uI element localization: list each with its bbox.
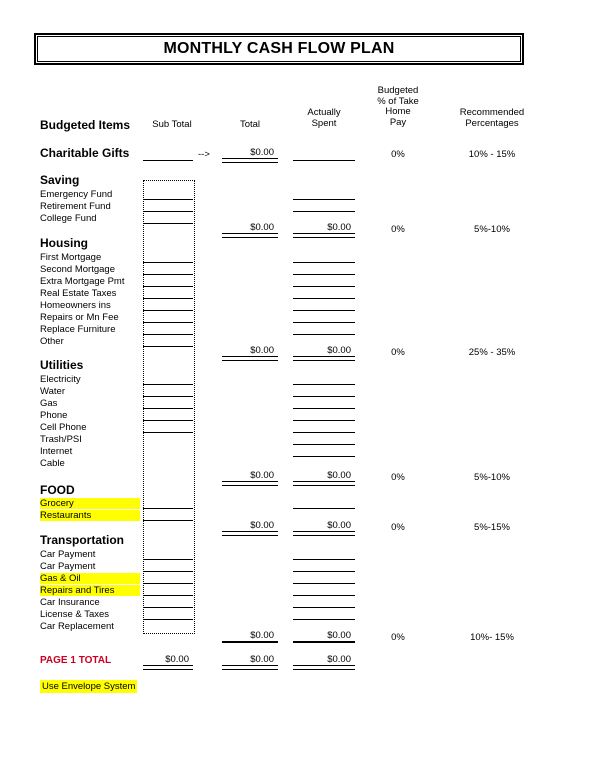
utilities-budget-pct: 0% bbox=[391, 472, 405, 483]
food-recommended-pct: 5%-15% bbox=[474, 522, 510, 533]
sub-total-row-input[interactable] bbox=[143, 199, 193, 200]
item-label-repairs-and-tires: Repairs and Tires bbox=[40, 585, 140, 596]
item-label-cable: Cable bbox=[40, 458, 65, 469]
item-label-extra-mortgage-pmt: Extra Mortgage Pmt bbox=[40, 276, 125, 287]
actually-spent-line-2: Spent bbox=[311, 117, 337, 129]
actually-spent-row-input[interactable] bbox=[293, 559, 355, 560]
sub-total-row-input[interactable] bbox=[143, 274, 193, 275]
housing-total-value: $0.00 bbox=[222, 345, 278, 357]
transportation-budget-pct: 0% bbox=[391, 632, 405, 643]
sub-total-row-input[interactable] bbox=[143, 595, 193, 596]
recommended-line-2: Percentages bbox=[465, 117, 519, 129]
sub-total-row-input[interactable] bbox=[143, 298, 193, 299]
sub-total-row-input[interactable] bbox=[143, 310, 193, 311]
item-label-gas-and-oil: Gas & Oil bbox=[40, 573, 140, 584]
utilities-actually-spent-value: $0.00 bbox=[293, 470, 355, 482]
double-rule bbox=[293, 485, 355, 486]
actually-spent-row-input[interactable] bbox=[293, 211, 355, 212]
page-total-label: PAGE 1 TOTAL bbox=[40, 655, 112, 666]
actually-spent-row-input[interactable] bbox=[293, 286, 355, 287]
section-heading-utilities: Utilities bbox=[40, 358, 84, 372]
actually-spent-row-input[interactable] bbox=[293, 508, 355, 509]
charitable-actually-spent-input[interactable] bbox=[293, 160, 355, 161]
charitable-total-value: $0.00 bbox=[222, 147, 278, 159]
actually-spent-row-input[interactable] bbox=[293, 322, 355, 323]
item-label-repairs-or-mn-fee: Repairs or Mn Fee bbox=[40, 312, 119, 323]
double-rule bbox=[293, 360, 355, 361]
page-total-actually-spent-value: $0.00 bbox=[293, 654, 355, 666]
item-label-car-payment-1: Car Payment bbox=[40, 549, 96, 560]
sub-total-row-input[interactable] bbox=[143, 559, 193, 560]
food-total-value: $0.00 bbox=[222, 520, 278, 532]
section-heading-transportation: Transportation bbox=[40, 533, 125, 547]
sub-total-row-input[interactable] bbox=[143, 520, 193, 521]
actually-spent-row-input[interactable] bbox=[293, 298, 355, 299]
saving-recommended-pct: 5%-10% bbox=[474, 224, 510, 235]
sub-total-row-input[interactable] bbox=[143, 334, 193, 335]
section-heading-food: FOOD bbox=[40, 483, 75, 497]
actually-spent-row-input[interactable] bbox=[293, 607, 355, 608]
item-label-emergency-fund: Emergency Fund bbox=[40, 189, 113, 200]
column-header-budgeted-items: Budgeted Items bbox=[40, 118, 131, 132]
double-rule bbox=[222, 360, 278, 361]
actually-spent-row-input[interactable] bbox=[293, 199, 355, 200]
actually-spent-row-input[interactable] bbox=[293, 444, 355, 445]
food-actually-spent-value: $0.00 bbox=[293, 520, 355, 532]
actually-spent-row-input[interactable] bbox=[293, 420, 355, 421]
item-label-cell-phone: Cell Phone bbox=[40, 422, 87, 433]
saving-budget-pct: 0% bbox=[391, 224, 405, 235]
double-rule bbox=[222, 669, 278, 670]
actually-spent-row-input[interactable] bbox=[293, 396, 355, 397]
row-label-charitable-gifts: Charitable Gifts bbox=[40, 146, 130, 160]
budgeted-pct-line-1: Budgeted bbox=[377, 85, 419, 96]
page-total-sub-total-value: $0.00 bbox=[143, 654, 193, 666]
sub-total-row-input[interactable] bbox=[143, 262, 193, 263]
saving-total-value: $0.00 bbox=[222, 222, 278, 234]
item-label-other: Other bbox=[40, 336, 64, 347]
item-label-car-insurance: Car Insurance bbox=[40, 597, 100, 608]
budgeted-pct-line-4: Pay bbox=[389, 116, 407, 128]
double-rule bbox=[222, 162, 278, 163]
item-label-electricity: Electricity bbox=[40, 374, 81, 385]
arrow-indicator: --> bbox=[198, 149, 210, 160]
item-label-internet: Internet bbox=[40, 446, 73, 457]
sub-total-row-input[interactable] bbox=[143, 408, 193, 409]
actually-spent-row-input[interactable] bbox=[293, 384, 355, 385]
page-title: MONTHLY CASH FLOW PLAN bbox=[163, 40, 395, 57]
actually-spent-row-input[interactable] bbox=[293, 456, 355, 457]
actually-spent-row-input[interactable] bbox=[293, 274, 355, 275]
item-label-second-mortgage: Second Mortgage bbox=[40, 264, 115, 275]
transportation-actually-spent-value: $0.00 bbox=[293, 630, 355, 643]
sub-total-row-input[interactable] bbox=[143, 619, 193, 620]
double-rule bbox=[293, 535, 355, 536]
charitable-recommended-pct: 10% - 15% bbox=[468, 149, 516, 160]
utilities-recommended-pct: 5%-10% bbox=[474, 472, 510, 483]
item-label-restaurants: Restaurants bbox=[40, 510, 140, 521]
charitable-budget-pct: 0% bbox=[391, 149, 405, 160]
housing-budget-pct: 0% bbox=[391, 347, 405, 358]
actually-spent-row-input[interactable] bbox=[293, 310, 355, 311]
actually-spent-row-input[interactable] bbox=[293, 571, 355, 572]
item-label-water: Water bbox=[40, 386, 65, 397]
item-label-trash-psi: Trash/PSI bbox=[40, 434, 82, 445]
envelope-system-note: Use Envelope System bbox=[42, 681, 136, 692]
food-budget-pct: 0% bbox=[391, 522, 405, 533]
item-label-license-and-taxes: License & Taxes bbox=[40, 609, 110, 620]
sub-total-row-input[interactable] bbox=[143, 286, 193, 287]
item-label-gas: Gas bbox=[40, 398, 58, 409]
actually-spent-row-input[interactable] bbox=[293, 408, 355, 409]
sub-total-row-input[interactable] bbox=[143, 607, 193, 608]
sub-total-row-input[interactable] bbox=[143, 396, 193, 397]
double-rule bbox=[293, 669, 355, 670]
sub-total-row-input[interactable] bbox=[143, 420, 193, 421]
title-box bbox=[34, 33, 524, 65]
sub-total-row-input[interactable] bbox=[143, 571, 193, 572]
actually-spent-row-input[interactable] bbox=[293, 334, 355, 335]
section-heading-saving: Saving bbox=[40, 173, 80, 187]
charitable-sub-total-input[interactable] bbox=[143, 160, 193, 161]
section-heading-housing: Housing bbox=[40, 236, 88, 250]
sub-total-row-input[interactable] bbox=[143, 223, 193, 224]
utilities-total-value: $0.00 bbox=[222, 470, 278, 482]
housing-recommended-pct: 25% - 35% bbox=[468, 347, 516, 358]
saving-actually-spent-value: $0.00 bbox=[293, 222, 355, 234]
sub-total-row-input[interactable] bbox=[143, 432, 193, 433]
sub-total-row-input[interactable] bbox=[143, 384, 193, 385]
item-label-real-estate-taxes: Real Estate Taxes bbox=[40, 288, 117, 299]
sub-total-row-input[interactable] bbox=[143, 322, 193, 323]
sub-total-row-input[interactable] bbox=[143, 583, 193, 584]
column-header-sub-total: Sub Total bbox=[152, 119, 192, 130]
transportation-recommended-pct: 10%- 15% bbox=[470, 632, 514, 643]
sub-total-row-input[interactable] bbox=[143, 508, 193, 509]
item-label-retirement-fund: Retirement Fund bbox=[40, 201, 111, 212]
recommended-line-1: Recommended bbox=[459, 107, 525, 118]
double-rule bbox=[293, 237, 355, 238]
actually-spent-line-1: Actually bbox=[307, 107, 341, 118]
page-total-total-value: $0.00 bbox=[222, 654, 278, 666]
budgeted-pct-line-3: Home bbox=[385, 106, 411, 117]
double-rule bbox=[222, 535, 278, 536]
column-header-recommended-percentages bbox=[444, 108, 540, 129]
double-rule bbox=[222, 237, 278, 238]
double-rule bbox=[143, 669, 193, 670]
item-label-car-replacement: Car Replacement bbox=[40, 621, 114, 632]
item-label-first-mortgage: First Mortgage bbox=[40, 252, 102, 263]
actually-spent-row-input[interactable] bbox=[293, 583, 355, 584]
item-label-homeowners-ins: Homeowners ins bbox=[40, 300, 111, 311]
column-header-budgeted-pct-take-home-pay bbox=[366, 86, 430, 128]
column-header-actually-spent bbox=[292, 108, 356, 129]
column-header-total: Total bbox=[239, 119, 261, 130]
sub-total-row-input[interactable] bbox=[143, 211, 193, 212]
item-label-car-payment-2: Car Payment bbox=[40, 561, 96, 572]
item-label-phone: Phone bbox=[40, 410, 68, 421]
actually-spent-row-input[interactable] bbox=[293, 262, 355, 263]
item-label-grocery: Grocery bbox=[40, 498, 140, 509]
actually-spent-row-input[interactable] bbox=[293, 595, 355, 596]
sub-total-row-input[interactable] bbox=[143, 346, 193, 347]
transportation-total-value: $0.00 bbox=[222, 630, 278, 643]
item-label-college-fund: College Fund bbox=[40, 213, 97, 224]
sub-total-entry-box[interactable] bbox=[143, 180, 195, 634]
actually-spent-row-input[interactable] bbox=[293, 619, 355, 620]
housing-actually-spent-value: $0.00 bbox=[293, 345, 355, 357]
actually-spent-row-input[interactable] bbox=[293, 432, 355, 433]
item-label-replace-furniture: Replace Furniture bbox=[40, 324, 116, 335]
budgeted-pct-line-2: % of Take bbox=[377, 95, 419, 107]
double-rule bbox=[222, 485, 278, 486]
